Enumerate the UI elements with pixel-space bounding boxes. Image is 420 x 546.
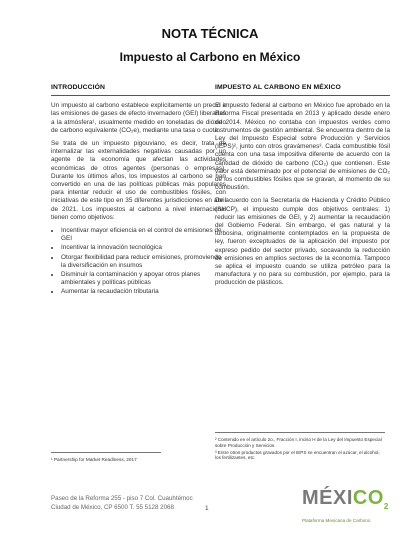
logo-tagline: Plataforma Mexicana de Carbono [302,518,371,523]
objectives-list [51,227,226,297]
mexico-paragraph-2: De acuerdo con la Secretaría de Hacienda y Crédito Público (SHCP), el impuesto cumple dos objetivos centrales: 1) reducir las emisiones de GEI, y 2) aumentar la recaudación del Gobierno Federal. Sin embargo, el gas natural y la turbosina, originalmente contemplados en la propuesta de ley, fueron exceptuados de la aplicación del impuesto por expreso pedido del sector privado, socavando la reducción de emisiones en amplios sectores de la economía. Tampoco se aplica el impuesto cuando se utiliza petróleo para la manufactura y no para su combustión, por ejemplo, para la producción de plásticos. [215,197,390,287]
list-item: • Disminuir la contaminación y apoyar otros planes ambientales y políticas públicas [61,271,226,287]
list-item: • Aumentar la recaudación tributaria [61,288,226,296]
list-item: • Otorgar flexibilidad para reducir emisiones, promoviendo la diversificación en insumos [61,254,226,270]
intro-paragraph-2: Se trata de un impuesto pigouviano, es decir, trata de internalizar las externalidades negativas causadas por un agente de la economía que afectan las actividades económicas de otros agentes (personas o empresas). Durante los últimos años, los impuestos al carbono se han convertido en una de las políticas públicas más populares para intentar reducir el uso de combustibles fósiles, con iniciativas de este tipo en 35 diferentes jurisdicciones en abril de 2021. Los impuestos al carbono a nivel internacional tienen como objetivos: [51,140,226,221]
left-column [51,84,226,298]
document-title: NOTA TÉCNICA [161,26,259,41]
section-heading-introduccion: INTRODUCCIÓN [51,84,226,96]
mexico-paragraph-1: El impuesto federal al carbono en México fue aprobado en la Reforma Fiscal presentada en 2013 y aplicado desde enero de 2014. México no contaba con impuestos verdes como instrumentos de gestión ambiental. Se encuentra dentro de la Ley del Impuesto Especial sobre Producción y Servicios (IEPS)², junto con otros gravámenes³. Cada combustible fósil cuenta con una tasa impositiva diferente de acuerdo con la cantidad de dióxido de carbono (CO₂) que contienen. Este valor está determinado por el potencial de emisiones de CO₂ de los combustibles fósiles que se gravan, al momento de su combustión. [215,102,390,192]
footnote-1: ¹ Partnership for Market Readiness, 2017 [51,452,161,462]
section-heading-impuesto-mexico: IMPUESTO AL CARBONO EN MÉXICO [215,84,390,96]
address-line-2: Ciudad de México, CP 6500 T. 55 5128 2068 [51,504,174,511]
list-item: • Incentivar mayor eficiencia en el control de emisiones de GEI [61,227,226,243]
footnotes-right [215,432,385,462]
list-item: • Incentivar la innovación tecnológica [61,244,226,252]
right-column [215,84,390,293]
document-subtitle: Impuesto al Carbono en México [119,50,301,64]
logo-wordmark: $MÉXICO_2$ [302,487,389,511]
address-line-1: Paseo de la Reforma 255 - piso 7 Col. Cuauhtémoc [51,495,193,502]
footer-address [51,494,193,512]
intro-paragraph-1: Un impuesto al carbono establece explícitamente un precio a las emisiones de gases de efecto invernadero (GEI) liberadas a la atmósfera¹, usualmente medido en toneladas de dióxido de carbono equivalente (CO₂e), mediante una tasa o cuota. [51,102,226,134]
footnote-3: ³ Entre otros productos gravados por el IEPS se encuentran el azúcar, el alcohol, los fertilizantes, etc. [215,449,380,461]
page-number: 1 [205,505,209,512]
footnote-2: ² Contenido en el artículo 2o., Fracción I, inciso H de la Ley del Impuesto Especial sobre Producción y Servicios. [215,437,382,448]
mexico2-logo [302,487,389,523]
